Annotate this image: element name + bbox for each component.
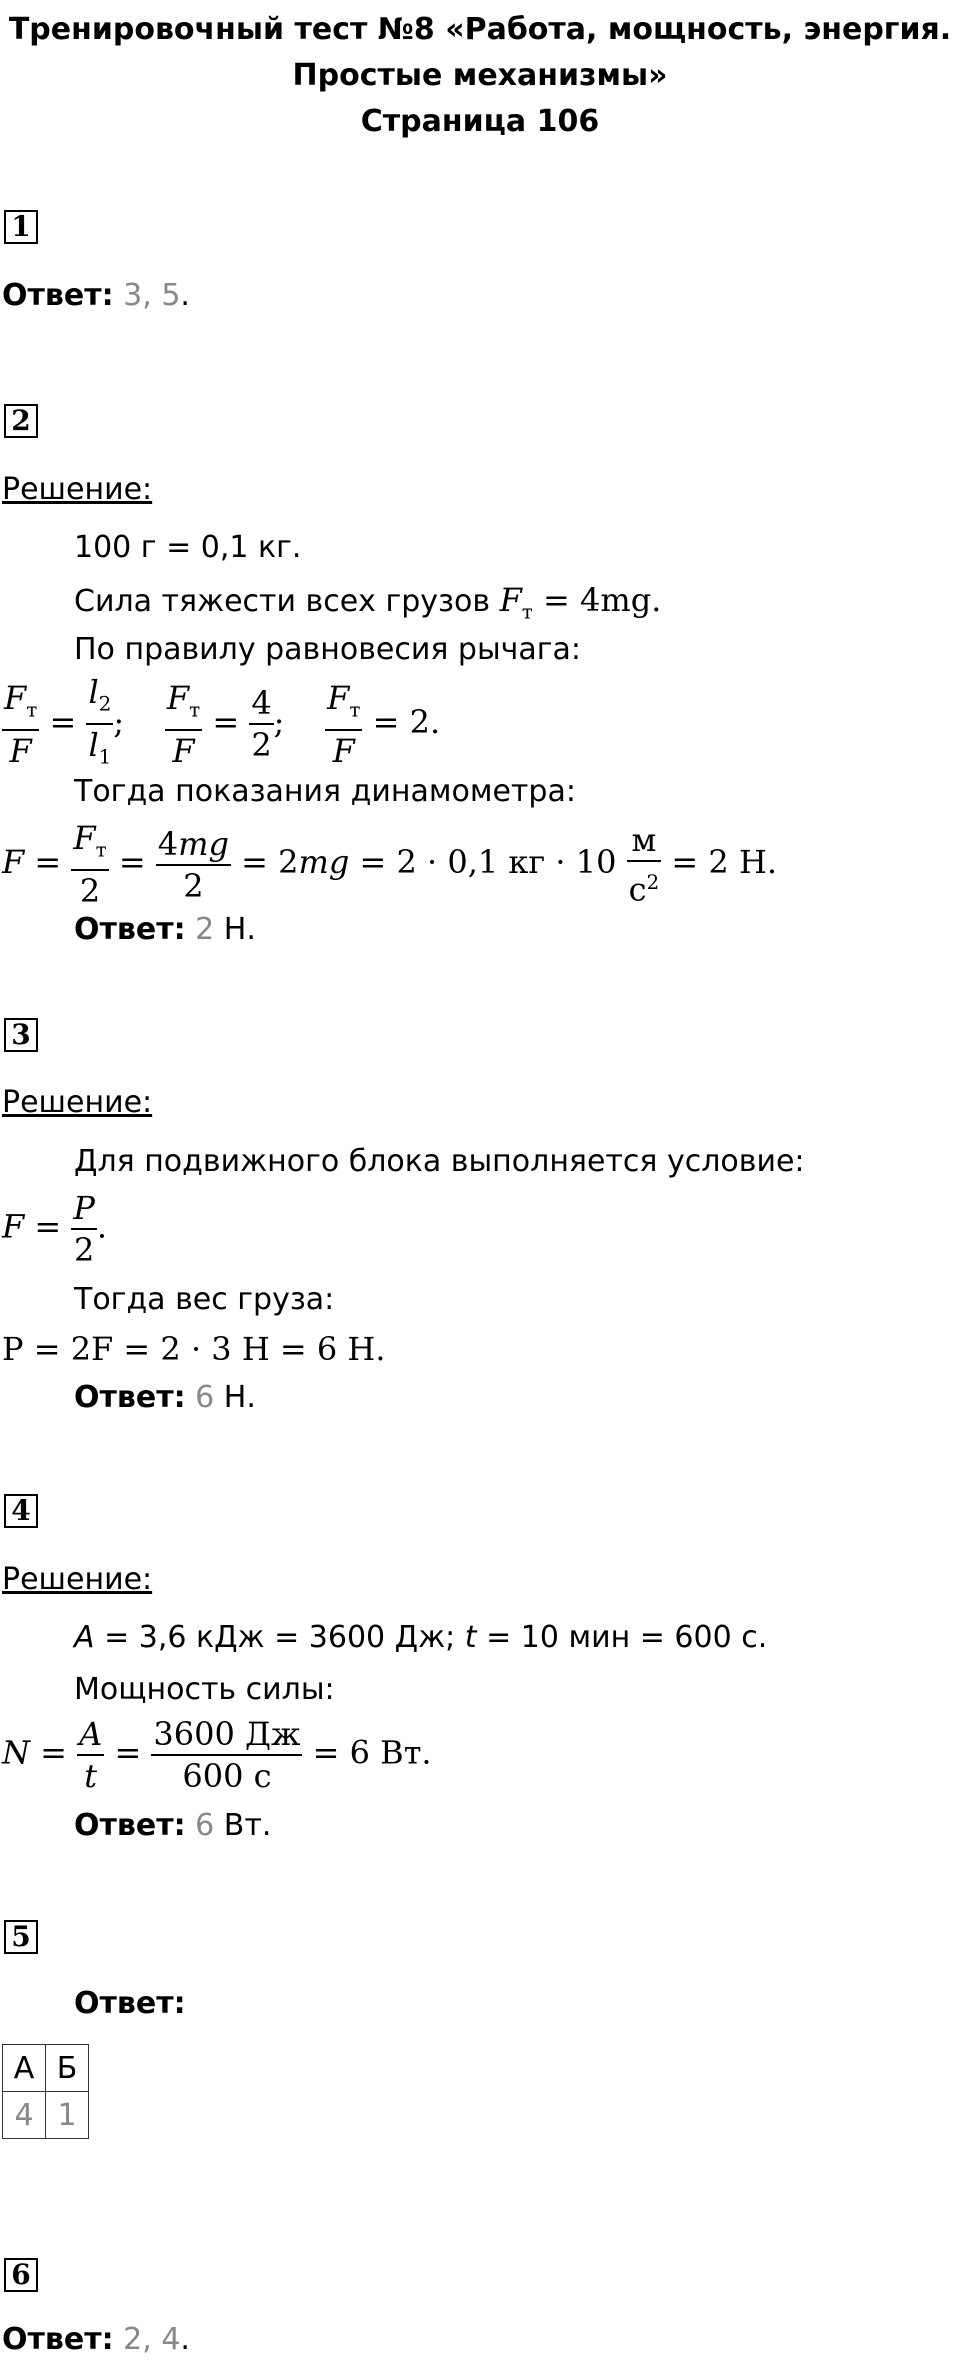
task-3-answer-value: 6 [195,1380,215,1415]
table-value-a: 4 [3,2092,46,2139]
task-2-answer [74,912,256,948]
answer-label: Ответ: [74,1986,186,2021]
answer-suffix: Н. [214,1380,256,1415]
task-5-answer-table [2,2044,89,2139]
answer-label: Ответ: [2,278,114,313]
power-equation: N = $\frac{A}{t}$ = $\frac{3600 Дж}{600 с}$ = 6 Вт. [2,1715,432,1795]
task-1-number: 1 [4,210,38,244]
task-4-solution-label: Решение: [2,1562,153,1597]
task-2-line-2-text: Сила тяжести всех грузов [74,584,500,619]
lever-equation: $\frac{F_т}{F}$ = $\frac{l_2}{l_1}$ ; $\frac{F_т}{F}$ = $\frac{4}{2}$ ; $\frac{F_т}{F}$ = 2. [4,673,441,771]
task-4-line-1: A = 3,6 кДж = 3600 Дж; t = 10 мин = 600 с. [74,1620,768,1655]
task-5-answer-label [74,1986,186,2022]
weight-equation: P = 2F = 2 · 3 Н = 6 Н. [2,1330,386,1368]
table-value-b: 1 [46,2092,89,2139]
answer-label: Ответ: [74,912,186,947]
dynamometer-equation: F = $\frac{F_т}{2}$ = $\frac{4mg}{2}$ = 2mg = 2 · 0,1 кг · 10 $\frac{м}{с^2}$ = 2 Н. [2,819,778,911]
answer-label: Ответ: [74,1380,186,1415]
answer-suffix: Н. [214,912,256,947]
header-title-line-2: Простые механизмы» [292,58,668,93]
answer-label: Ответ: [74,1808,186,1843]
task-2-number: 2 [4,404,38,438]
answer-suffix: . [180,278,190,313]
task-3-solution-label: Решение: [2,1085,153,1120]
task-2-line-2 [74,582,661,629]
task-3-line-2: Тогда вес груза: [74,1282,335,1317]
table-header-b: Б [46,2045,89,2092]
task-3-answer [74,1380,256,1416]
task-2-line-3: По правилу равновесия рычага: [74,632,582,667]
task-2-line-4: Тогда показания динамометра: [74,774,576,809]
page-header [0,0,960,142]
answer-label: Ответ: [2,2322,114,2357]
answer-suffix: . [180,2322,190,2357]
answer-suffix: Вт. [214,1808,272,1843]
task-4-answer-value: 6 [195,1808,215,1843]
header-title-line-1: Тренировочный тест №8 «Работа, мощность, энергия. [8,12,952,47]
task-6-number: 6 [4,2258,38,2292]
task-2-answer-value: 2 [195,912,215,947]
task-4-number: 4 [4,1494,38,1528]
gravity-formula: $F_т = 4mg$. [499,581,662,624]
task-6-answer-value: 2, 4 [123,2322,181,2357]
header-page-number: Страница 106 [360,104,600,139]
task-2-solution-label: Решение: [2,472,153,507]
task-4-line-2: Мощность силы: [74,1672,335,1707]
task-1-answer [2,278,190,314]
task-3-number: 3 [4,1018,38,1052]
task-2-line-1: 100 г = 0,1 кг. [74,530,302,565]
task-4-answer [74,1808,271,1844]
task-5-number: 5 [4,1920,38,1954]
task-3-line-1: Для подвижного блока выполняется условие: [74,1144,805,1179]
task-6-answer [2,2322,190,2358]
pulley-equation: F = $\frac{P}{2}$ . [2,1189,108,1269]
task-1-answer-value: 3, 5 [123,278,181,313]
table-header-a: А [3,2045,46,2092]
